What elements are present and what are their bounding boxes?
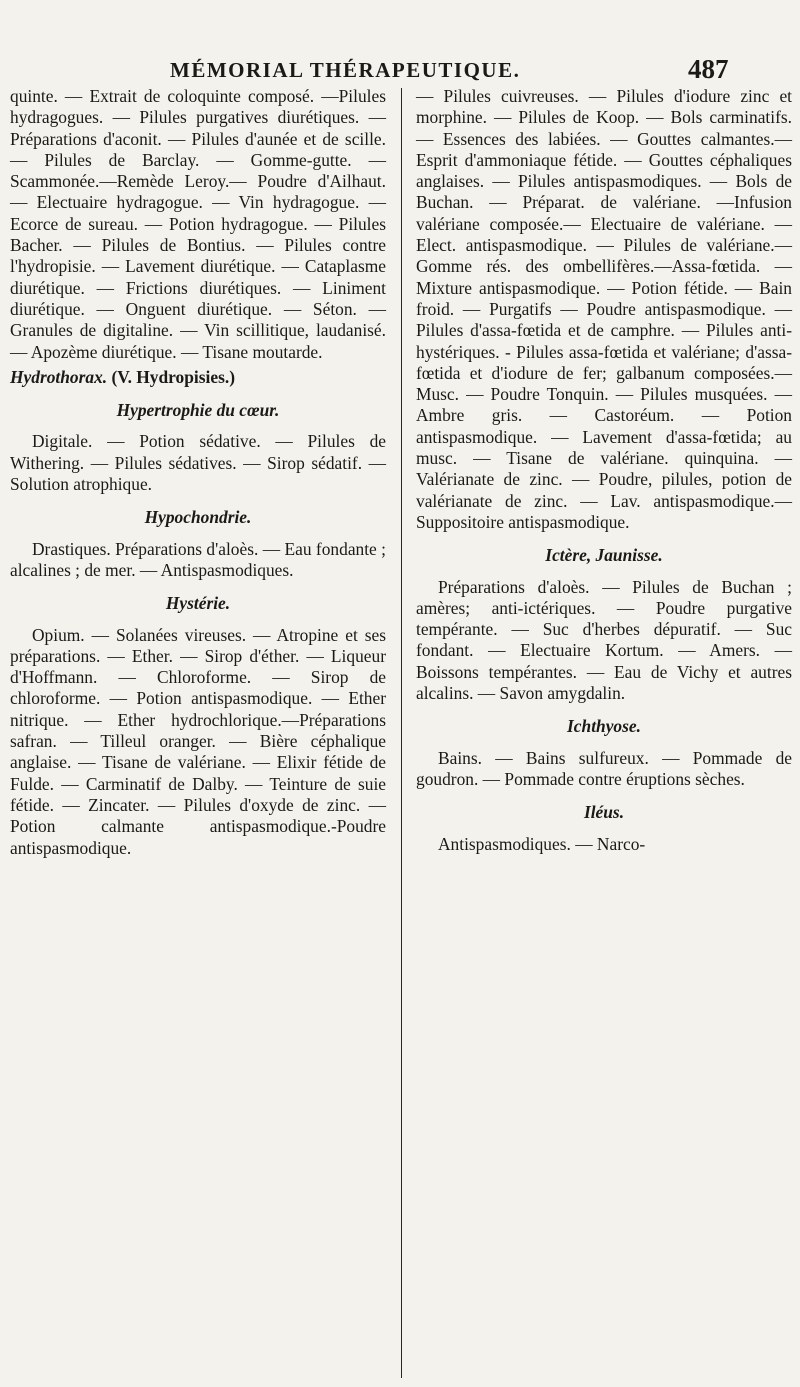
ichthyose-heading: Ichthyose. <box>567 716 641 737</box>
right-intro-text: — Pilules cuivreuses. — Pilules d'iodure zinc et morphine. — Pilules de Koop. — Bols carminatifs. — Essences des labiées. — Gouttes calmantes.—Esprit d'ammoniaque fétide. — Gouttes céphaliques anglaises. — Pilules antispasmodiques. — Bols de Buchan. — Préparat. de valériane. —Infusion valériane composée.— Electuaire de valériane. — Elect. antispasmodique. — Pilules de valériane.— Gomme rés. des ombellifères.—Assa-fœtida. — Mixture antispasmodique. — Potion fétide. — Bain froid. — Purgatifs — Poudre antispasmodique. — Pilules d'assa-fœtida et de camphre. — Pilules anti-hystériques. - Pilules assa-fœtida et valériane; d'assa-fœtida et d'iodure de fer; galbanum composées.— Musc. — Poudre Tonquin. — Pilules musquées. — Ambre gris. — Castoréum. — Potion antispasmodique. — Lavement d'assa-fœtida; au musc. — Tisane de valériane. quinquina. —Valérianate de zinc. — Poudre, pilules, potion de valérianate de zinc. — Lav. antispasmodique.—Suppositoire antispasmodique. <box>416 86 792 532</box>
hypochondrie-text: Drastiques. Préparations d'aloès. — Eau fondante ; alcalines ; de mer. — Antispasmodiques. <box>10 538 386 580</box>
hydrothorax-heading: Hydrothorax. <box>10 366 108 387</box>
running-title: MÉMORIAL THÉRAPEUTIQUE. <box>170 58 521 82</box>
hypochondrie-heading: Hypochondrie. <box>144 507 252 528</box>
ileus-text: Antispasmodiques. — Narco- <box>438 833 646 854</box>
section-hydrothorax <box>10 367 386 388</box>
ictere-heading: Ictère, Jaunisse. <box>545 545 663 566</box>
hypertrophie-heading: Hypertrophie du cœur. <box>116 400 280 421</box>
hysterie-text: Opium. — Solanées vireuses. — Atropine et ses préparations. — Ether. — Sirop d'éther. — Liqueur d'Hoffmann. — Chloroforme. — Sirop de chloroforme. — Potion antispasmodique. — Ether nitrique. — Ether hydrochlorique.—Préparations safran. — Tilleul oranger. — Bière céphalique anglaise. — Tisane de valériane. — Elixir fétide de Fulde. — Carminatif de Dalby. — Teinture de suie fétide. — Zincater. — Pilules d'oxyde de zinc. — Potion calmante antispasmodique.-Poudre antispasmodique. <box>10 624 386 858</box>
ichthyose-text: Bains. — Bains sulfureux. — Pommade de goudron. — Pommade contre éruptions sèches. <box>416 747 792 789</box>
hydrothorax-reference: (V. Hydropisies.) <box>107 366 235 387</box>
ictere-text: Préparations d'aloès. — Pilules de Buchan ; amères; anti-ictériques. — Poudre purgative tempérante. — Suc d'herbes dépuratif. — Suc fondant. — Electuaire Kortum. — Amers. — Boissons tempérantes. — Eau de Vichy et autres alcalins. — Savon amygdalin. <box>416 576 792 704</box>
left-intro-text: quinte. — Extrait de coloquinte composé. —Pilules hydragogues. — Pilules purgatives diurétiques. — Préparations d'aconit. — Pilules d'aunée et de scille. — Pilules de Barclay. — Gomme-gutte. — Scammonée.—Remède Leroy.— Poudre d'Ailhaut. — Electuaire hydragogue. — Vin hydragogue. — Ecorce de sureau. — Potion hydragogue. — Pilules Bacher. — Pilules de Bontius. — Pilules contre l'hydropisie. — Lavement diurétique. — Cataplasme diurétique. — Frictions diurétiques. — Liniment diurétique. — Onguent diurétique. — Séton. — Granules de digitaline. — Vin scillitique, laudanisé. — Apozème diurétique. — Tisane moutarde. <box>10 86 386 362</box>
ileus-heading: Iléus. <box>583 802 625 823</box>
right-column <box>416 86 792 855</box>
hysterie-heading: Hystérie. <box>165 593 231 614</box>
page-number: 487 <box>688 54 729 84</box>
page-header <box>0 44 800 84</box>
hypertrophie-text: Digitale. — Potion sédative. — Pilules de Withering. — Pilules sédatives. — Sirop sédatif. — Solution atrophique. <box>10 431 386 495</box>
left-column <box>10 86 386 859</box>
column-divider <box>401 88 402 1378</box>
